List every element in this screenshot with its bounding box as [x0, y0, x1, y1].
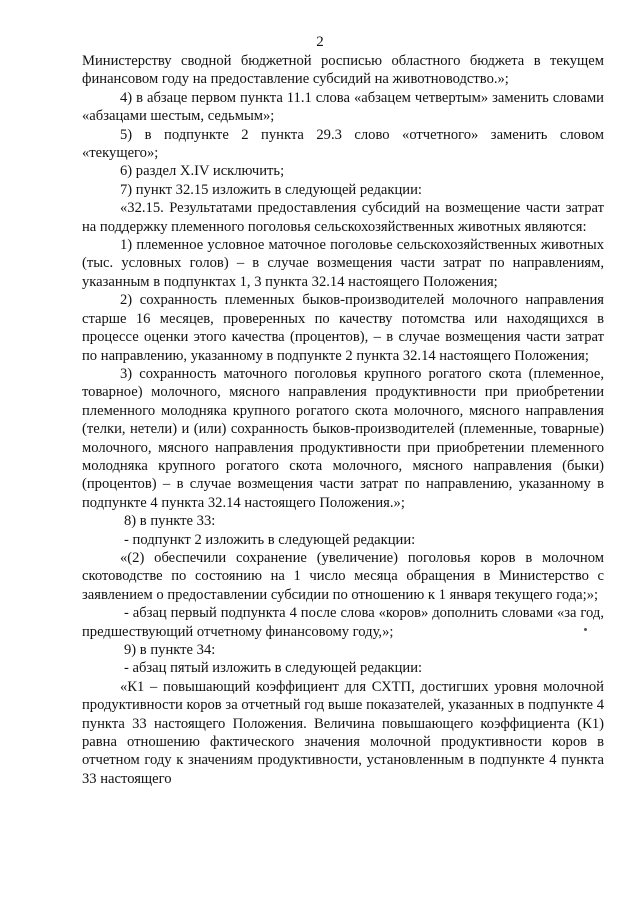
paragraph-3: 5) в подпункте 2 пункта 29.3 слово «отчетного» заменить словом «текущего»; [82, 126, 604, 162]
paragraph-5: 7) пункт 32.15 изложить в следующей редакции: [120, 181, 422, 198]
paragraph-2: 4) в абзаце первом пункта 11.1 слова «абзацем четвертым» заменить словами «абзацами шестым, седьмым»; [82, 89, 604, 125]
paragraph-7: 1) племенное условное маточное поголовье сельскохозяйственных животных (тыс. условных голов) – в случае возмещения части затрат по направлениям, указанным в подпунктах 1, 3 пункта 32.14 настоящего Положения; [82, 237, 604, 290]
paragraph-9: 3) сохранность маточного поголовья крупного рогатого скота (племенное, товарное) молочного, мясного направления продуктивности при приобретении племенного молодняка крупного рогатого скота молочного, мясного направления (телки, нетели) и (или) сохранность быков-производителей (племенные, товарные) молочного, мясного направления продуктивности при приобретении племенного молодняка крупного рогатого скота молочного, мясного направления (быки) (процентов) – в случае возмещения части затрат по направлению, указанному в подпункте 4 пункта 32.14 настоящего Положения.»; [82, 365, 604, 511]
page-number: 2 [316, 34, 324, 50]
paragraph-4: 6) раздел X.IV исключить; [120, 163, 285, 180]
paragraph-6: «32.15. Результатами предоставления субсидий на возмещение части затрат на поддержку племенного поголовья сельскохозяйственных животных являются: [82, 200, 604, 235]
paragraph-8: 2) сохранность племенных быков-производителей молочного направления старше 16 месяцев, проверенных по качеству потомства или находящихся в процессе оценки этого качества (процентов), – в случае возмещения части затрат по направлению, указанному в подпункте 2 пункта 32.14 настоящего Положения; [82, 292, 604, 364]
scan-speck [584, 628, 587, 631]
paragraph-16: «К1 – повышающий коэффициент для СХТП, достигших уровня молочной продуктивности коров за отчетный год выше показателей, указанных в подпункте 4 пункта 33 настоящего Положения. Величина повышающего коэффициента (К1) равна отношению фактического значения молочной продуктивности коров в отчетном году к значениям продуктивности, установленным в подпункте 4 пункта 33 настоящего [82, 678, 604, 787]
paragraph-10: 8) в пункте 33: [124, 513, 216, 530]
paragraph-1: Министерству сводной бюджетной росписью областного бюджета в текущем финансовом году на предоставление субсидий на животноводство.»; [82, 53, 604, 88]
document-body [82, 52, 604, 788]
paragraph-13: - абзац первый подпункта 4 после слова «коров» дополнить словами «за год, предшествующий отчетному финансовому году,»; [82, 605, 604, 640]
paragraph-14: 9) в пункте 34: [124, 642, 216, 658]
paragraph-15: - абзац пятый изложить в следующей редакции: [124, 660, 423, 677]
paragraph-11: - подпункт 2 изложить в следующей редакции: [124, 531, 416, 548]
paragraph-12: «(2) обеспечили сохранение (увеличение) поголовья коров в молочном скотоводстве по состоянию на 1 число месяца обращения в Министерство с заявлением о предоставлении субсидии по отношению к 1 января текущего года;»; [82, 549, 604, 603]
